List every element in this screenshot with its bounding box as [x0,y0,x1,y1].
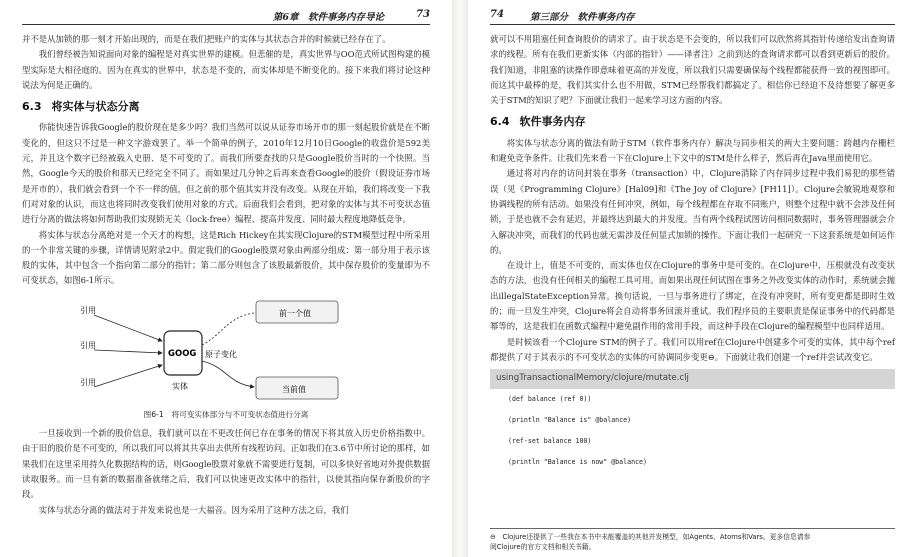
ref-label: 引用 [80,377,96,387]
paragraph: 通过将对内存的访问封装在事务（transaction）中，Clojure消除了内存同步过程中我们易犯的那些错误（见《Programming Clojure》[Hal09]和《The Joy of Clojure》[FH11]）。Clojure会敏锐地观察和协调线程的所有活动。如果没有任何冲突，例如，每个线程都在存取不同账户，则整个过程中就不会涉及任何锁，于是也就不会有延迟，并最终达到最大的并发度。当有两个线程试图访问相同数据时，事务管理器就会介入解决冲突，而我们的代码也就无需涉及任何显式加锁的操作。下面让我们一起研究一下这套系统是如何运作的。 [490,168,895,255]
paragraph: 并不是从加锁的那一刻才开始出现的，而是在我们把账户的实体与其状态合并的时候就已经存在了。 [22,34,391,44]
page-number: 73 [416,9,430,20]
entity-state-diagram [22,295,430,405]
book-gutter [452,0,468,557]
section-heading [490,114,895,129]
current-value-label: 当前值 [282,384,306,394]
code-listing-title: usingTransactionalMemory/clojure/mutate.clj [490,369,895,388]
left-page-header [22,8,430,25]
code-line: (ref-set balance 100) [508,436,592,445]
right-page-header [490,8,895,25]
paragraph: 实体与状态分离的做法对于并发来说也是一大福音。因为采用了这种方法之后，我们 [38,504,349,515]
current-pointer-arrow [202,361,254,387]
code-listing [490,389,895,468]
paragraph: 是时候该看一个Clojure STM的例子了。我们可以用ref在Clojure中创建多个可变的实体，其中每个ref都提供了对于其表示的不可变状态的实体的可协调同步变更⊖。下面就让我们创建一个ref并尝试改变它。 [490,336,895,362]
left-page [0,0,452,557]
footnote-line: 阅Clojure的官方文档和相关书籍。 [490,543,596,551]
paragraph: 将实体与状态分离绝对是一个天才的构想，这是Rich Hickey在其实现Clojure的STM模型过程中所采用的一个非常关键的步骤，详情请见附录2中。假定我们的Google股票对象由两部分组成：第一部分用于表示该股的实体，其中包含一个指向第二部分的指针；第二部分则包含了该股最新股价，其中保存股价的变量即为不可变状态，如图6-1所示。 [22,229,430,286]
section-title: 将实体与状态分离 [51,100,140,114]
previous-value-label: 前一个值 [279,308,311,318]
entity-label: 实体 [172,381,188,391]
figure-6-1 [22,295,430,405]
paragraph: 你能快速告诉我Google的股价现在是多少吗？我们当然可以说从证券市场开市的那一刻起股价就是在不断变化的，但这只不过是一种文字游戏罢了。举一个简单的例子，2010年12月10日Google的收盘价是592美元，并且这个数字已经被载入史册、是不可变的了。而我们所要查找的只是Google股价当时的一个快照。当然，Google今天的股价和那天已经完全不同了。而如果过几分钟之后再来查看Google的股价（假设证券市场是开市的），我们就会看到一个不一样的值，但之前的那个值其实并没有改变。从现在开始，我们将改变一下我们对对象的认识，而这也将同时改变我们使用对象的方式。后面我们会看到，把对象的实体与其不可变状态值进行分离的做法将如何帮助我们实现锁无关（lock-free）编程、提高并发度、同时最大程度地降低竞争。 [22,122,430,225]
ref-label: 引用 [80,305,96,315]
paragraph: 就可以不用阻塞任何查询股价的请求了。由于状态是不会变的，所以我们可以欣然将其指针传递给发出查询请求的线程。所有在我们更新实体（内部的指针）——译者注）之前到达的查询请求都可以看到更新后的股价。我们知道，非阻塞的读操作即意味着更高的并发度，所以我们只需要确保每个线程都能获得一致的视图即可。而这其中最棒的是，我们其实什么也不用做，STM已经帮我们都搞定了。相信你已经迫不及待想要了解更多关于STM的知识了吧？下面就让我们一起来学习这方面的内容。 [490,34,895,106]
ref-label: 引用 [80,340,96,350]
atomic-change-label: 原子变化 [205,349,237,359]
caption-text: 将可变实体部分与不可变状态值进行分离 [171,409,309,419]
section-number: 6.3 [22,100,42,114]
reference-arrow [94,365,162,387]
paragraph: 将实体与状态分离的做法有助于STM（软件事务内存）解决与同步相关的两大主要问题：跨越内存栅栏和避免竞争条件。让我们先来看一下在Clojure上下文中的STM是什么样子，然后再在Java里面使用它。 [490,137,895,164]
footnote [490,528,895,552]
section-title: 软件事务内存 [519,115,586,129]
paragraph: 我们曾经被告知说面向对象的编程是对真实世界的建模。但悲催的是，真实世界与OO范式所试图构建的模型实际是大相径庭的。因为在真实的世界中，状态是不变的，而实体却是不断变化的。接下来我们将讨论这种说法为何是正确的。 [22,49,430,90]
part-title: 第三部分 软件事务内存 [530,12,635,23]
right-page-body [490,32,895,477]
figure-caption [22,407,430,422]
section-number: 6.4 [490,115,510,129]
paragraph: 一旦接收到一个新的股价信息，我们就可以在不更改任何已存在事务的情况下将其放入历史价格指数中。由于旧的股价是不可变的，所以我们可以将其共享出去供所有线程访问。正如我们在3.6节中所讨论的那样，如果我们在这里采用持久化数据结构的话，则Google股票对象就不需要进行复制，可以多快好省地对外提供数据读取服务。而一旦有新的数据准备就绪之后，我们可以快速更改实体中的指针，以使其指向保存新股价的字段。 [22,428,430,500]
page-number: 74 [490,9,504,20]
entity-name: GOOG [168,348,197,359]
chapter-title: 第6章 软件事务内存导论 [272,12,384,23]
right-page [468,0,917,557]
old-pointer-arrow [202,313,254,345]
left-page-body [22,32,430,518]
section-heading [22,99,430,114]
code-line: (println "Balance is" @balance) [508,415,632,424]
code-line: (def balance (ref 0)) [508,394,592,403]
caption-number: 图6-1 [143,409,164,419]
reference-arrow [94,350,162,353]
paragraph: 在设计上，值是不可变的，而实体也仅在Clojure的事务中是可变的。在Clojure中，压根就没有改变状态的方法，也没有任何相关的编程工具可用。而如果出现任何试图在事务之外改变实体的动作时，系统就会抛出illegalStateException异常。换句话说，一旦与事务进行了绑定，在没有冲突时，所有变更都是即时生效的；而一旦发生冲突，Clojure将会自动将事务回滚并重试。我们程序员的主要职责是保证事务中的代码都是幂等的，这是我们在函数式编程中避免副作用的常用手段，而这种手段在Clojure的编程模型中也同样适用。 [490,260,895,332]
code-line: (println "Balance is now" @balance) [508,457,647,466]
reference-arrow [94,315,162,341]
footnote-line: ⊖ Clojure还提供了一些我在本书中未能覆盖的其他并发模型，如Agents、Atoms和Vars。更多信息请参 [490,533,811,541]
